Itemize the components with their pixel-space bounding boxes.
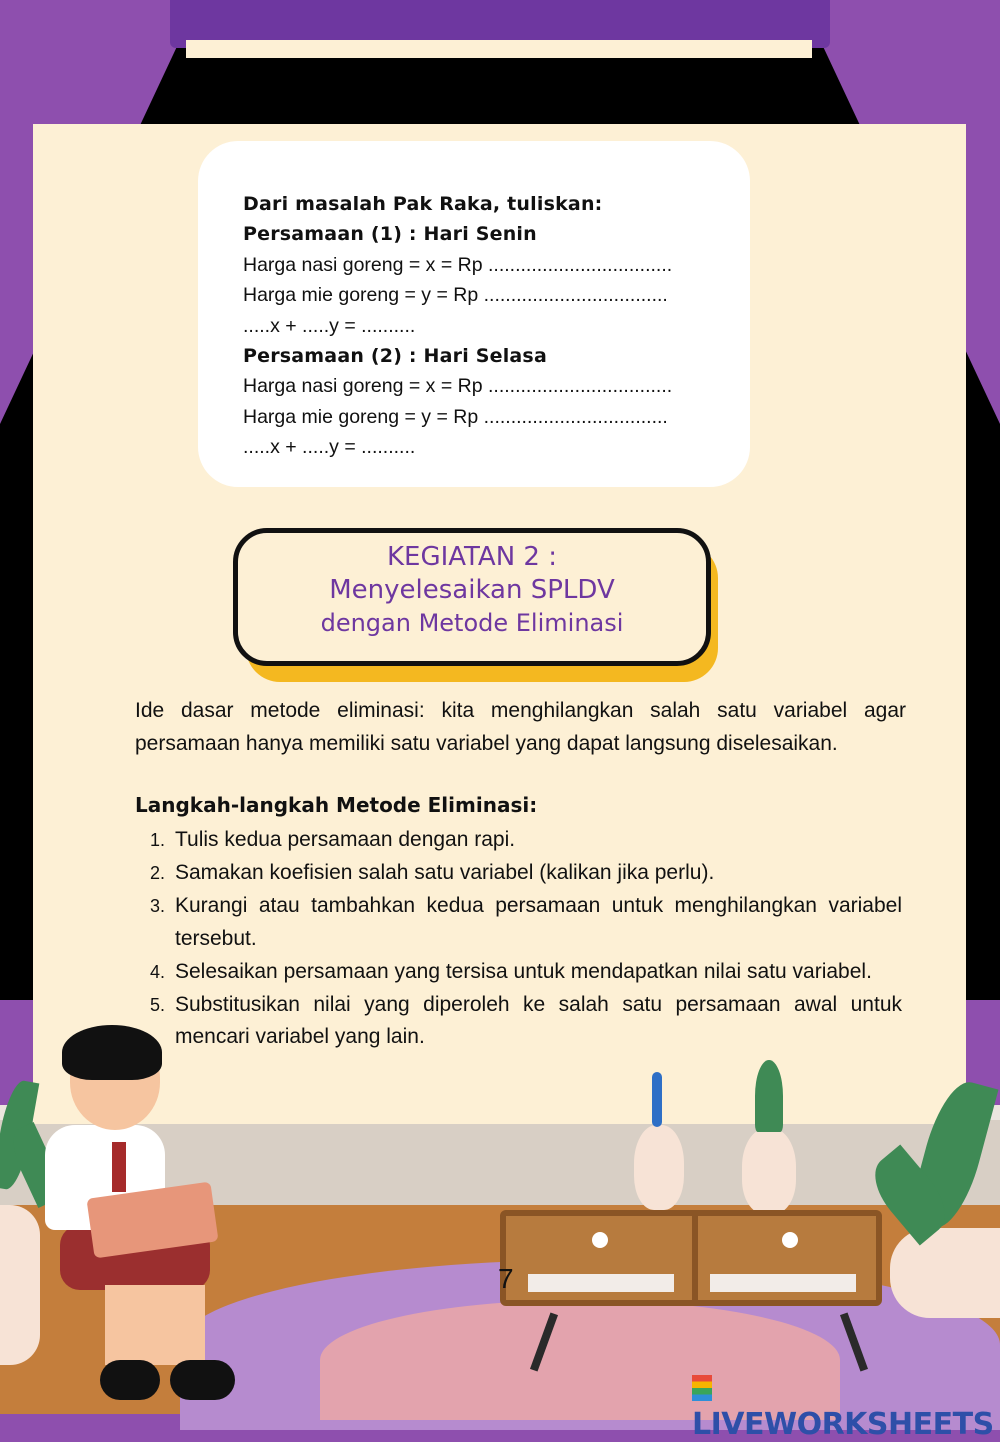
student-hair [62, 1025, 162, 1080]
flower-icon [652, 1072, 662, 1127]
list-item [150, 956, 902, 989]
curtain-bar [186, 40, 812, 58]
step-text: Substitusikan nilai yang diperoleh ke salah satu persamaan awal untuk mencari variabel yang lain. [175, 992, 902, 1048]
student-shoe [100, 1360, 160, 1400]
step-number: 5. [150, 994, 166, 1015]
plant-pot-left [0, 1205, 40, 1365]
step-text: Tulis kedua persamaan dengan rapi. [175, 828, 516, 851]
activity-title-box [228, 526, 724, 686]
student-shoe [170, 1360, 235, 1400]
step-text: Kurangi atau tambahkan kedua persamaan untuk menghilangkan variabel tersebut. [175, 894, 902, 950]
page-number: 7 [498, 1263, 514, 1294]
step-number: 4. [150, 961, 166, 982]
list-item [150, 824, 902, 857]
step-number: 1. [150, 830, 166, 850]
problem-card [198, 141, 750, 487]
equation-1-title: Persamaan (1) : Hari Senin [243, 223, 537, 246]
intro-paragraph: Ide dasar metode eliminasi: kita menghilangkan salah satu variabel agar persamaan hanya memiliki satu variabel yang dapat langsung diselesaikan. [135, 699, 906, 755]
student-legs [105, 1285, 205, 1365]
steps-list [150, 824, 902, 1054]
equation-2-title: Persamaan (2) : Hari Selasa [243, 345, 547, 368]
watermark-text: LIVEWORKSHEETS [692, 1407, 994, 1442]
steps-heading: Langkah-langkah Metode Eliminasi: [135, 793, 538, 817]
student-tie [112, 1142, 126, 1192]
cabinet-knob [592, 1232, 608, 1248]
leaf-icon [755, 1060, 783, 1132]
activity-subtitle: Menyelesaikan SPLDV [329, 575, 615, 605]
equation-2-form: .....x + .....y = .......... [243, 436, 416, 459]
cabinet-knob [782, 1232, 798, 1248]
vase-right [742, 1128, 796, 1214]
equation-1-form: .....x + .....y = .......... [243, 314, 416, 337]
step-text: Selesaikan persamaan yang tersisa untuk mendapatkan nilai satu variabel. [175, 959, 872, 983]
title-frame [233, 528, 711, 666]
vase-left [634, 1125, 684, 1210]
equation-1-y-line: Harga mie goreng = y = Rp .................................. [243, 284, 668, 307]
equation-2-x-line: Harga nasi goreng = x = Rp .................................. [243, 375, 673, 398]
cabinet [500, 1210, 882, 1306]
step-number: 2. [150, 863, 166, 883]
watermark-logo [692, 1372, 1000, 1442]
cabinet-slot [528, 1274, 674, 1292]
step-number: 3. [150, 896, 166, 916]
list-item [150, 890, 902, 955]
equation-2-y-line: Harga mie goreng = y = Rp .................................. [243, 405, 668, 428]
step-text: Samakan koefisien salah satu variabel (kalikan jika perlu). [175, 861, 715, 884]
liveworksheets-icon [692, 1375, 712, 1401]
cabinet-slot [710, 1274, 856, 1292]
card-heading: Dari masalah Pak Raka, tuliskan: [243, 193, 603, 215]
plant-pot-right [890, 1228, 1000, 1318]
equation-1-x-line: Harga nasi goreng = x = Rp .................................. [243, 253, 673, 276]
cabinet-divider [692, 1216, 698, 1300]
activity-method: dengan Metode Eliminasi [320, 609, 624, 637]
activity-label: KEGIATAN 2 : [387, 542, 557, 572]
list-item [150, 989, 902, 1054]
list-item [150, 857, 902, 890]
